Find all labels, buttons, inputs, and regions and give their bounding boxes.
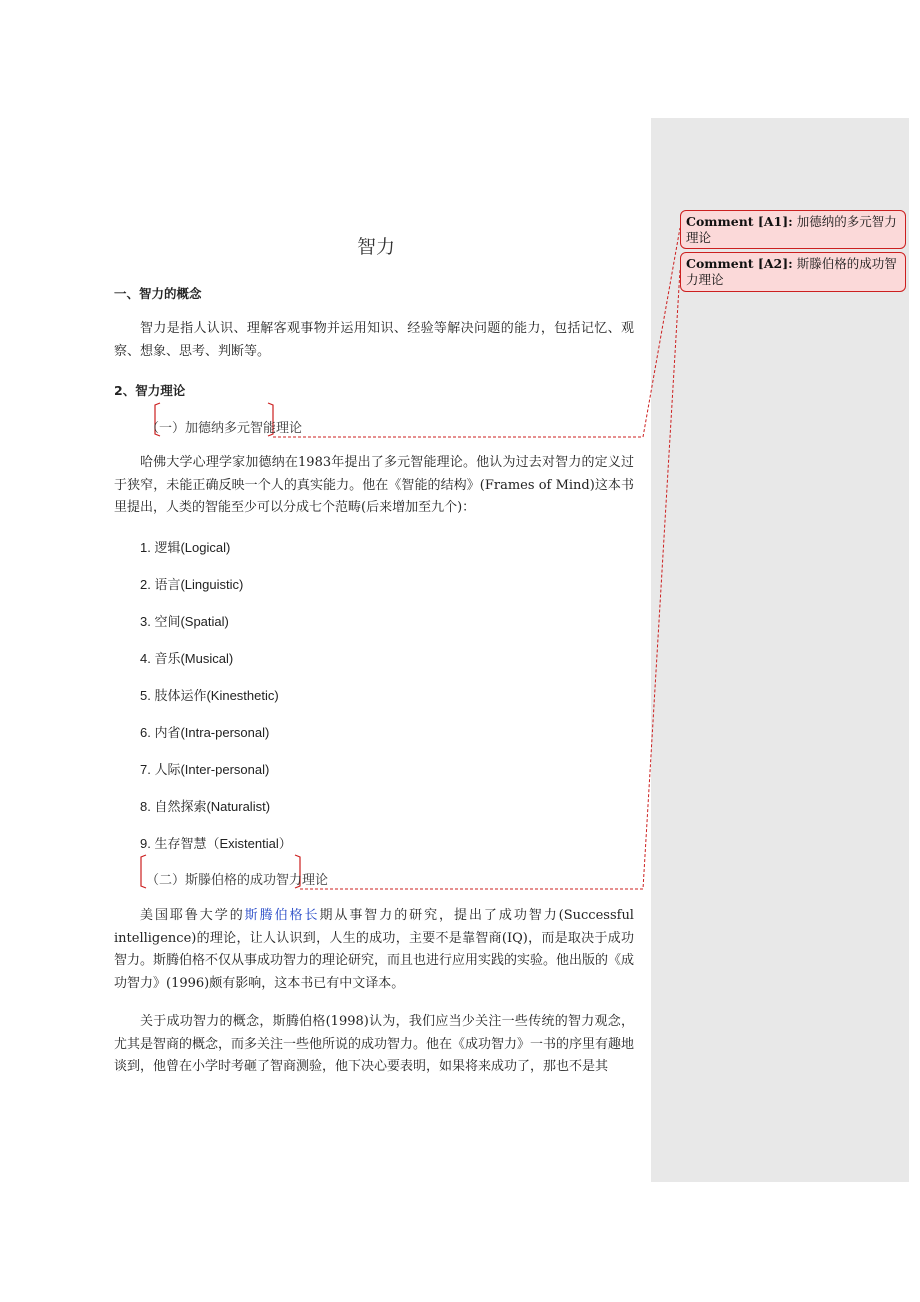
subheading-sternberg: （二）斯滕伯格的成功智力理论 (146, 873, 329, 888)
paragraph-sternberg-post: 期从事智力的研究，提出了成功智力(Successful intelligence)的理论，让人认识到，人生的成功，主要不是靠智商(IQ)，而是取决于成功智力。斯腾伯格不仅从事成功智力的理论研究，而且也进行应用实践的实验。他出版的《成功智力》(1996)颇有影响，这本书已有中文译本。 (114, 908, 635, 991)
comment-a1-label: Comment [A1]: (686, 214, 793, 229)
list-item: 2. 语言(Linguistic) (140, 577, 244, 592)
document-title: 智力 (356, 236, 395, 258)
comment-a2-text: 斯滕伯格的成功智力理论 (686, 256, 897, 287)
paragraph-gardner: 哈佛大学心理学家加德纳在1983年提出了多元智能理论。他认为过去对智力的定义过于狭窄，未能正确反映一个人的真实能力。他在《智能的结构》(Frames of Mind)这本书里提出，人类的智能至少可以分成七个范畴(后来增加至九个)： (114, 455, 634, 515)
list-item: 3. 空间(Spatial) (140, 614, 229, 629)
sternberg-link[interactable]: 斯腾伯格长 (244, 908, 320, 923)
paragraph-sternberg (114, 905, 634, 995)
list-item: 7. 人际(Inter-personal) (140, 762, 270, 777)
section-heading-concept: 一、智力的概念 (114, 286, 202, 301)
list-item: 5. 肢体运作(Kinesthetic) (140, 688, 279, 703)
list-item: 4. 音乐(Musical) (140, 651, 234, 666)
list-item: 8. 自然探索(Naturalist) (140, 799, 271, 814)
list-item: 9. 生存智慧（Existential） (140, 836, 292, 851)
subheading-gardner: （一）加德纳多元智能理论 (146, 421, 303, 436)
comment-a1-text: 加德纳的多元智力理论 (686, 214, 897, 245)
section-heading-theory: 2、智力理论 (114, 383, 186, 398)
comment-a2-label: Comment [A2]: (686, 256, 793, 271)
list-item: 1. 逻辑(Logical) (140, 540, 231, 555)
list-item: 6. 内省(Intra-personal) (140, 725, 270, 740)
paragraph-sternberg-pre: 美国耶鲁大学的 (140, 908, 245, 923)
paragraph-intelligence-definition: 智力是指人认识、理解客观事物并运用知识、经验等解决问题的能力，包括记忆、观察、想象、思考、判断等。 (114, 321, 634, 359)
paragraph-successful-intelligence: 关于成功智力的概念，斯腾伯格(1998)认为，我们应当少关注一些传统的智力观念，尤其是智商的概念，而多关注一些他所说的成功智力。他在《成功智力》一书的序里有趣地谈到，他曾在小学时考砸了智商测验，他下决心要表明，如果将来成功了，那也不是其 (114, 1014, 635, 1074)
